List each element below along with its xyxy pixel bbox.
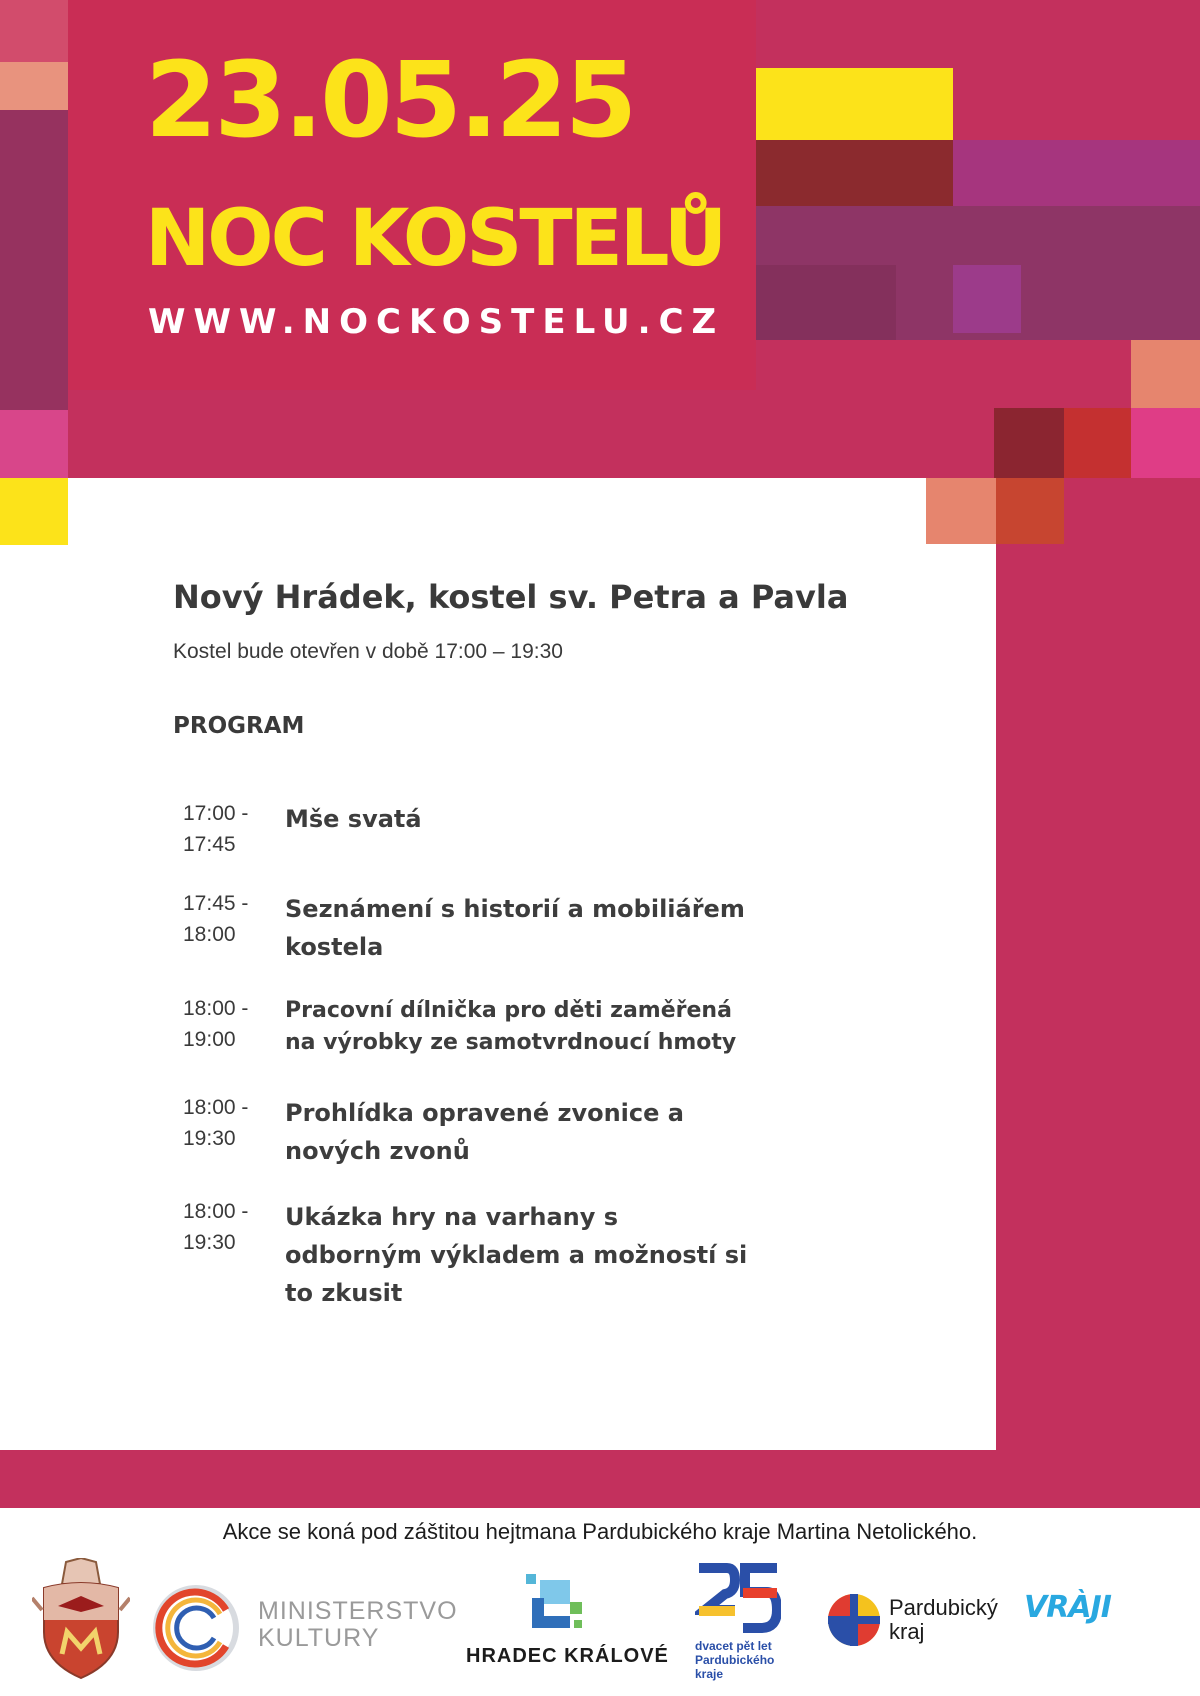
ministry-culture-label: MINISTERSTVO KULTURY <box>258 1597 458 1652</box>
hradec-kralove-label: HRADEC KRÁLOVÉ <box>466 1645 669 1667</box>
program-title: Prohlídka opravené zvonice a nových zvonů <box>285 1099 684 1165</box>
program-time: 17:45 - 18:00 <box>183 892 249 946</box>
bottom-band <box>0 1450 1200 1508</box>
deco-block <box>996 478 1064 544</box>
program-title: Seznámení s historií a mobiliářem kostela <box>285 895 745 961</box>
deco-block <box>0 110 68 410</box>
anniversary-25-icon <box>695 1562 781 1636</box>
website-link[interactable]: WWW.NOCKOSTELU.CZ <box>148 302 725 342</box>
deco-block <box>926 478 996 544</box>
right-band <box>996 478 1200 1508</box>
deco-block <box>953 140 1200 206</box>
deco-block <box>0 0 68 62</box>
deco-block <box>756 68 953 140</box>
ministry-culture-icon <box>150 1582 242 1674</box>
program-time: 18:00 - 19:00 <box>183 997 249 1051</box>
program-time: 18:00 - 19:30 <box>183 1096 249 1150</box>
patronage-note: Akce se koná pod záštitou hejtmana Pardubického kraje Martina Netolického. <box>222 1519 978 1544</box>
venue-title: Nový Hrádek, kostel sv. Petra a Pavla <box>173 578 849 616</box>
hradec-kralove-icon <box>522 1572 588 1634</box>
deco-block <box>756 265 896 340</box>
deco-block <box>0 410 68 478</box>
program-time: 18:00 - 19:30 <box>183 1200 249 1254</box>
deco-block <box>994 408 1064 478</box>
deco-block <box>1064 408 1131 478</box>
program-time: 17:00 - 17:45 <box>183 802 249 856</box>
anniversary-25-label: dvacet pět let Pardubického kraje <box>695 1639 775 1681</box>
deco-block <box>1131 340 1200 408</box>
deco-block <box>0 478 68 545</box>
program-heading: PROGRAM <box>173 713 305 739</box>
deco-block <box>756 140 953 206</box>
event-date: 23.05.25 <box>145 39 635 161</box>
pardubice-region-icon <box>826 1592 882 1648</box>
deco-block <box>1131 408 1200 478</box>
program-title: Mše svatá <box>285 805 422 833</box>
deco-block <box>0 62 68 110</box>
program-title: Pracovní dílnička pro děti zaměřená na výrobky ze samotvrdnoucí hmoty <box>285 998 737 1055</box>
opening-hours: Kostel bude otevřen v době 17:00 – 19:30 <box>173 640 563 663</box>
pardubice-region-label: Pardubický kraj <box>889 1595 998 1644</box>
event-title: NOC KOSTELŮ <box>145 194 725 284</box>
vraji-logo: VRÀJI <box>1024 1590 1111 1625</box>
diocese-coat-of-arms-icon <box>32 1558 130 1682</box>
deco-block <box>953 265 1021 333</box>
program-title: Ukázka hry na varhany s odborným výkladem a možností si to zkusit <box>285 1203 748 1307</box>
